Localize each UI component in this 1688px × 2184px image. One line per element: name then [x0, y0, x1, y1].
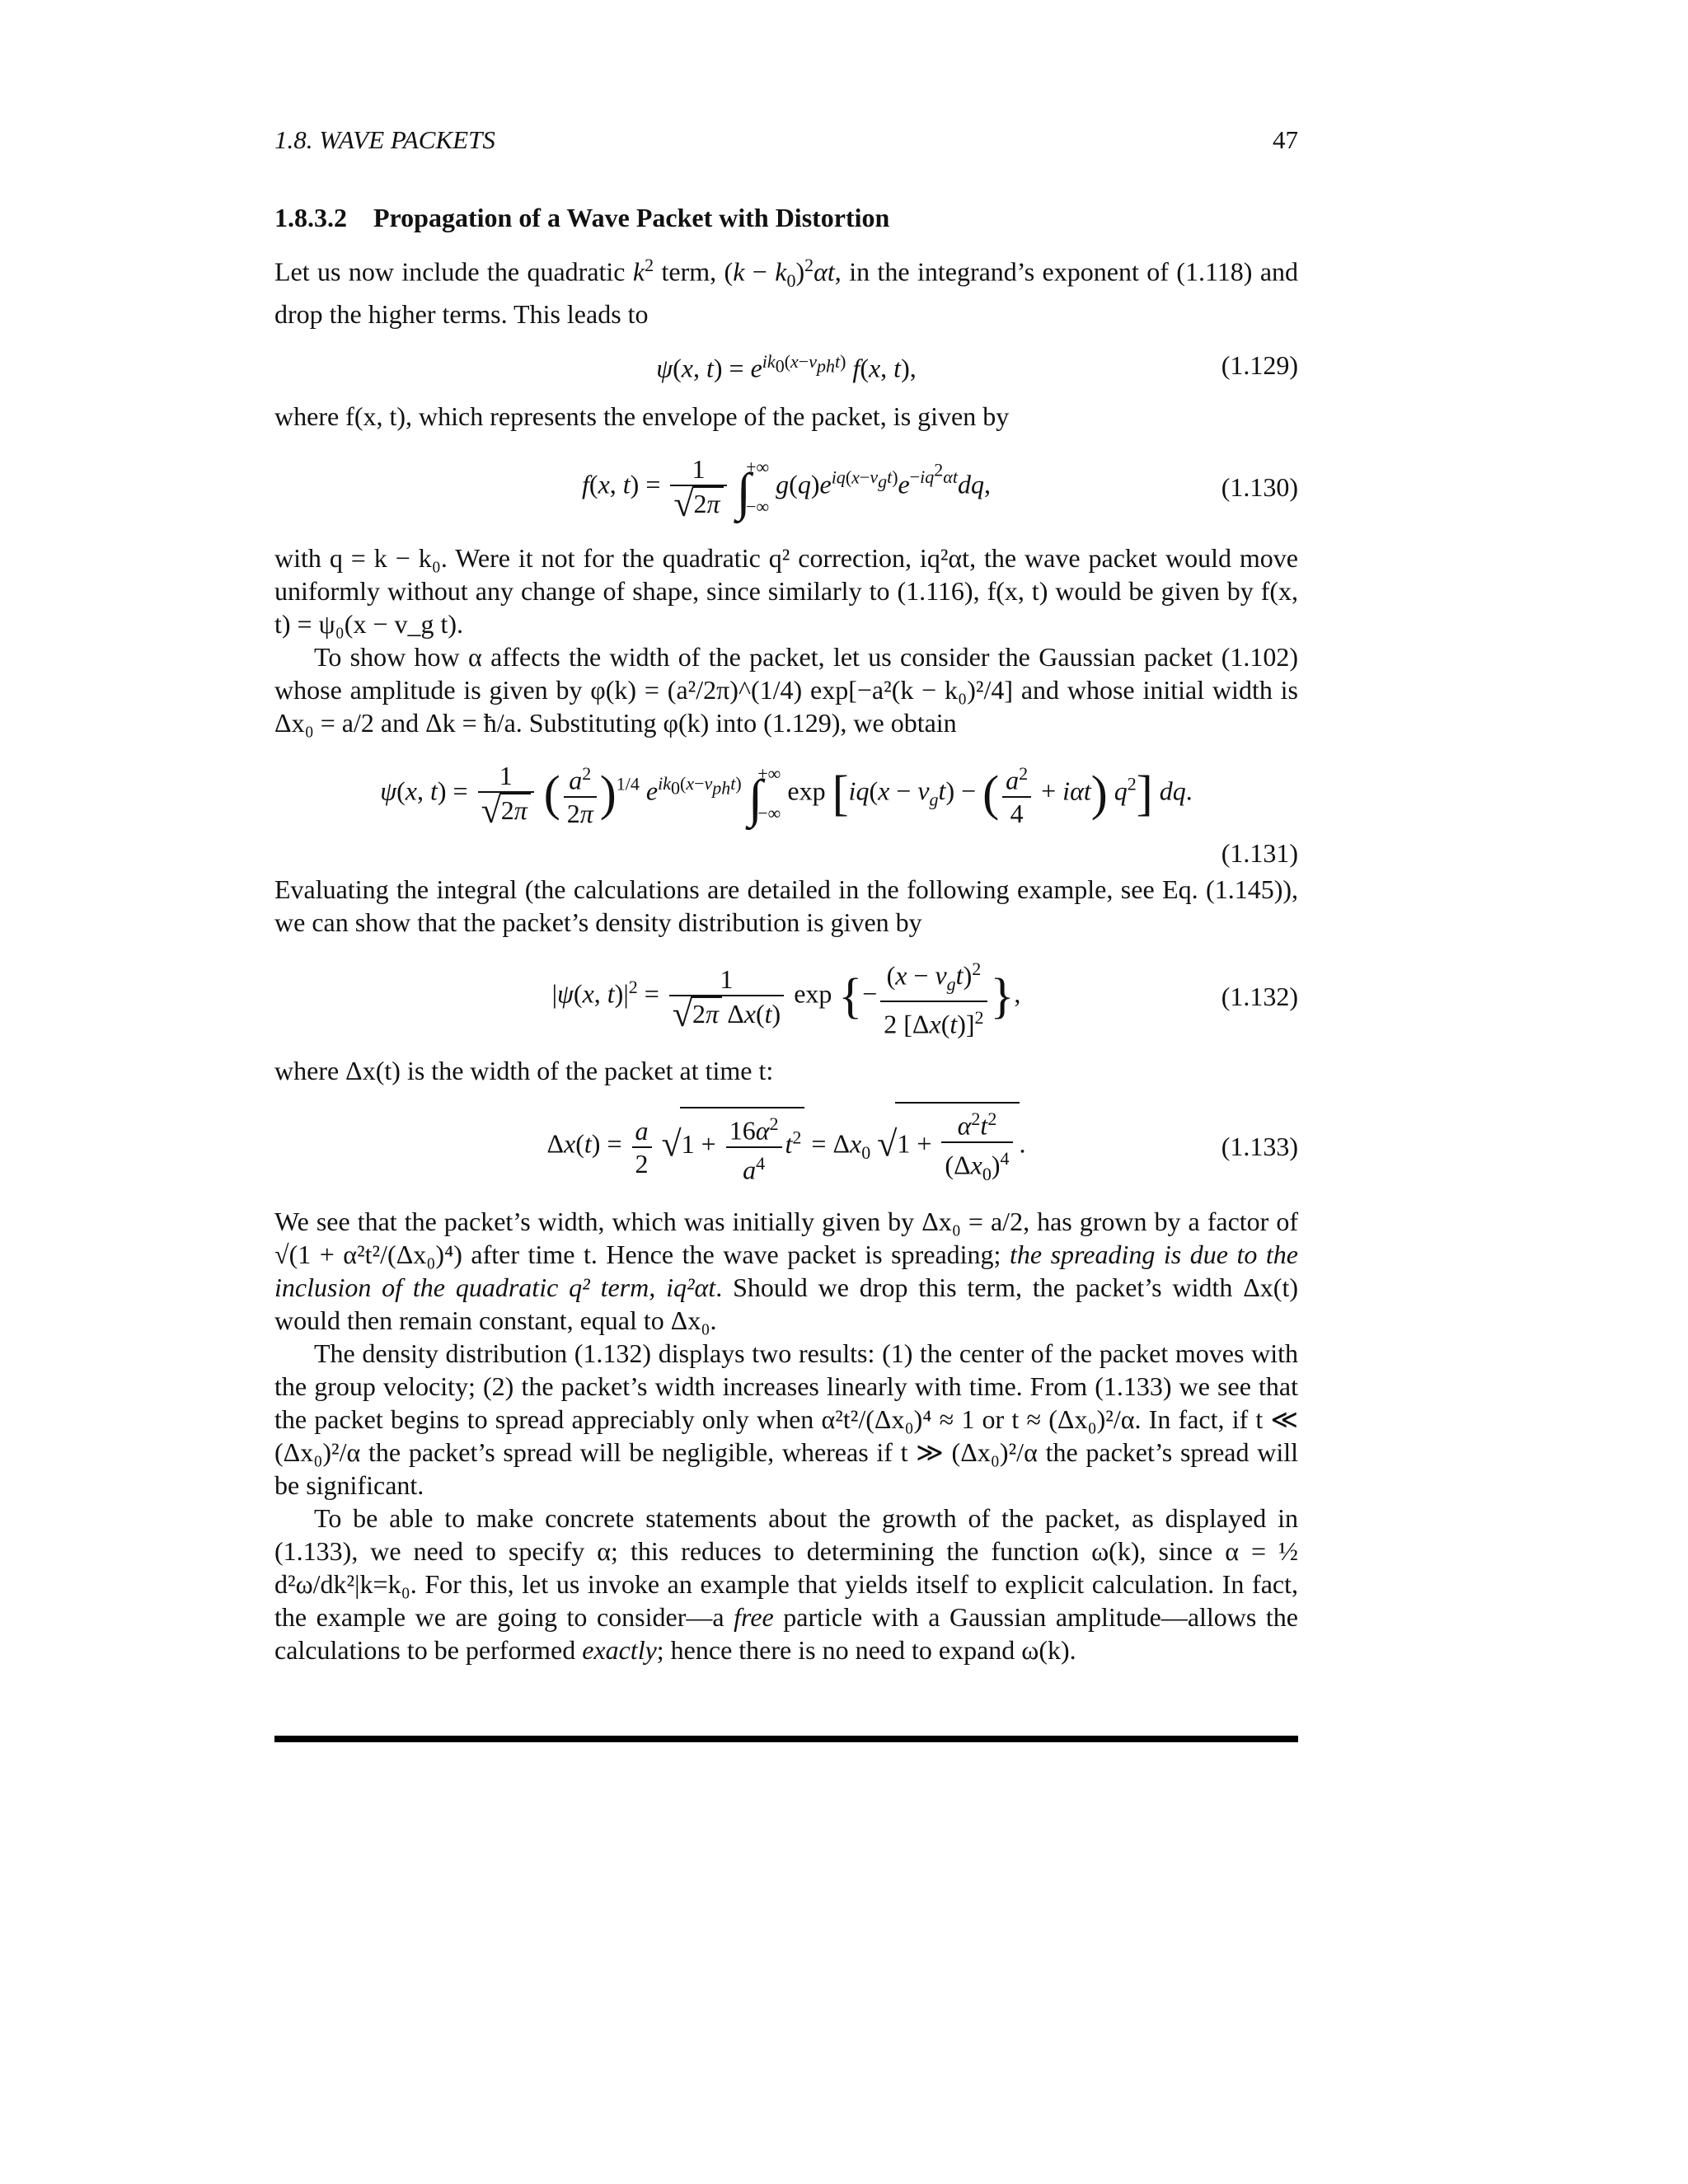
paragraph-9: To be able to make concrete statements about the growth of the packet, as displayed in (1.133), we need to specify α; this reduces to determining the function ω(k), since α = ½ d²ω/dk²|k=k₀. For this, let us invoke an example that yields itself to explicit calculation. In fact, the example we are going to consider—a free particle with a Gaussian amplitude—allows the calculations to be performed exactly; hence there is no need to expand ω(k). [274, 1503, 1299, 1666]
running-header [274, 124, 1298, 162]
section-title: Propagation of a Wave Packet with Distortion [373, 203, 890, 232]
equation-1-133: Δx(t) = $\frac{a}{2}$ √1 + $\frac{16\alpha^2}{a^4}$ $t^2 = \Delta x_0$ √1 + $\frac{\alpha^2t^2}{(\Delta x_0)^4}$ . (1.133) [274, 1102, 1298, 1190]
equation-1-131: ψ(x, t) = $\frac{1}{√2\pi}$ ( $\frac{a^2}{2\pi}$ )$^{1/4}$ $e^{ik_0(x-v_{ph}t)}$ ∫ +∞ −∞ $\exp [iq(x - v_gt)$ − ( $\frac{a^2}{4}$ + iαt) $q^2$] dq. (1.131) [274, 754, 1298, 833]
paragraph-8: The density distribution (1.132) displays two results: (1) the center of the packet moves with the group velocity; (2) the packet’s width increases linearly with time. From (1.133) we see that the packet begins to spread appreciably only when α²t²/(Δx₀)⁴ ≈ 1 or t ≈ (Δx₀)²/α. In fact, if t ≪ (Δx₀)²/α the packet’s spread will be negligible, whereas if t ≫ (Δx₀)²/α the packet’s spread will be significant. [274, 1338, 1298, 1501]
equation-number: (1.133) [1221, 1131, 1298, 1161]
section-number: 1.8.3.2 [274, 203, 347, 232]
paragraph-4: To show how α affects the width of the packet, let us consider the Gaussian packet (1.102) whose amplitude is given by φ(k) = (a²/2π)^(1/4) exp[−a²(k − k₀)²/4] and whose initial width is Δx₀ = a/2 and Δk = ħ/a. Substituting φ(k) into (1.129), we obtain [274, 641, 1298, 738]
equation-number: (1.129) [1221, 349, 1298, 380]
paragraph-5: Evaluating the integral (the calculations are detailed in the following example, see Eq. (1.145)), we can show that the packet’s density distribution is given by [274, 874, 1298, 937]
equation-number: (1.130) [1221, 471, 1298, 502]
paragraph-7: We see that the packet’s width, which was initially given by Δx₀ = a/2, has grown by a factor of √(1 + α²t²/(Δx₀)⁴) after time t. Hence the wave packet is spreading; the spreading is due to the inclusion of the quadratic q² term, iq²αt. Should we drop this term, the packet’s width Δx(t) would then remain constant, equal to Δx₀. [274, 1207, 1299, 1336]
equation-1-129: ψ(x, $t) = e^{ik_0(x-v_{ph}t)}$ f(x, t), (1.129) [656, 349, 1298, 383]
section-heading [274, 201, 1298, 234]
equation-1-132: |ψ(x, $t)|^2$ = $\frac{1}{\text{√2π Δx(t)}}$ exp {− $\frac{(x - v_gt)^2}{2 [\Delta x(t)]^2}$ }, (1.132) [274, 954, 1298, 1040]
equation-number: (1.131) [1221, 837, 1298, 868]
running-title: 1.8. WAVE PACKETS [274, 125, 495, 154]
paragraph-6: where Δx(t) is the width of the packet at time t: [274, 1056, 774, 1086]
page-number: 47 [1273, 125, 1298, 154]
paragraph-3: with q = k − k₀. Were it not for the quadratic q² correction, iq²αt, the wave packet would move uniformly without any change of shape, since similarly to (1.116), f(x, t) would be given by f(x, t) = ψ₀(x − v_g t). [274, 542, 1298, 639]
equation-1-130: f(x, t) = $\frac{1}{√2\pi}$ ∫ +∞ −∞ $g(q)e^{iq(x-v_gt)}e^{-iq^2\alpha t}dq$, (1.130) [582, 454, 1298, 525]
page-body [274, 124, 1298, 1666]
equation-number: (1.132) [1221, 982, 1298, 1012]
paragraph-2: where f(x, t), which represents the envelope of the packet, is given by [274, 401, 1010, 431]
paragraph-1: Let us now include the quadratic $k^2$ term, $(k - k_0)^2\alpha t$, in the integrand’s exponent of (1.118) and drop the higher terms. This leads to [274, 255, 1299, 330]
end-rule [274, 1736, 1298, 1742]
